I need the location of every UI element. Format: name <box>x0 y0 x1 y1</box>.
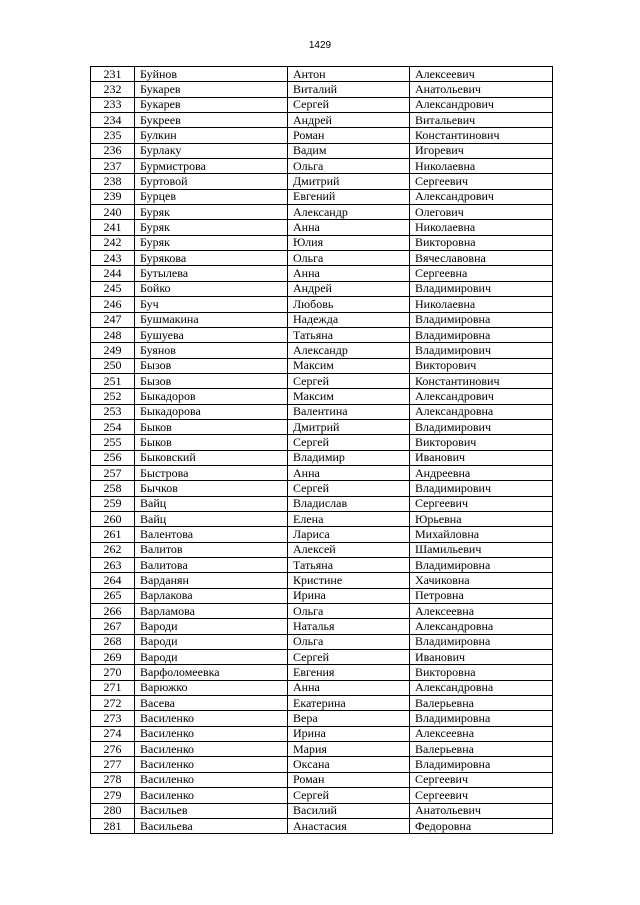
first-name-cell: Владимир <box>288 450 410 465</box>
table-row <box>91 281 553 296</box>
first-name-cell: Ольга <box>288 251 410 266</box>
table-row <box>91 220 553 235</box>
table-row <box>91 665 553 680</box>
patronymic-cell: Александровна <box>410 404 553 419</box>
first-name-cell: Владислав <box>288 496 410 511</box>
patronymic-cell: Викторович <box>410 358 553 373</box>
first-name-cell: Лариса <box>288 527 410 542</box>
table-row <box>91 496 553 511</box>
patronymic-cell: Михайловна <box>410 527 553 542</box>
last-name-cell: Валитова <box>135 558 288 573</box>
first-name-cell: Андрей <box>288 281 410 296</box>
first-name-cell: Максим <box>288 358 410 373</box>
patronymic-cell: Алексеевич <box>410 67 553 82</box>
first-name-cell: Александр <box>288 343 410 358</box>
table-row <box>91 511 553 526</box>
last-name-cell: Вайц <box>135 496 288 511</box>
row-number-cell: 272 <box>91 696 135 711</box>
table-row <box>91 358 553 373</box>
row-number-cell: 236 <box>91 143 135 158</box>
row-number-cell: 261 <box>91 527 135 542</box>
row-number-cell: 237 <box>91 159 135 174</box>
row-number-cell: 274 <box>91 726 135 741</box>
row-number-cell: 254 <box>91 419 135 434</box>
row-number-cell: 267 <box>91 619 135 634</box>
first-name-cell: Анна <box>288 220 410 235</box>
table-row <box>91 419 553 434</box>
last-name-cell: Бутылева <box>135 266 288 281</box>
patronymic-cell: Константинович <box>410 128 553 143</box>
patronymic-cell: Анатольевич <box>410 82 553 97</box>
row-number-cell: 239 <box>91 189 135 204</box>
table-row <box>91 803 553 818</box>
table-row <box>91 297 553 312</box>
patronymic-cell: Константинович <box>410 373 553 388</box>
first-name-cell: Ольга <box>288 159 410 174</box>
last-name-cell: Васильев <box>135 803 288 818</box>
row-number-cell: 243 <box>91 251 135 266</box>
table-row <box>91 97 553 112</box>
last-name-cell: Быков <box>135 435 288 450</box>
row-number-cell: 280 <box>91 803 135 818</box>
row-number-cell: 235 <box>91 128 135 143</box>
patronymic-cell: Иванович <box>410 650 553 665</box>
patronymic-cell: Алексеевна <box>410 604 553 619</box>
first-name-cell: Наталья <box>288 619 410 634</box>
first-name-cell: Евгений <box>288 189 410 204</box>
patronymic-cell: Вячеславовна <box>410 251 553 266</box>
table-row <box>91 573 553 588</box>
patronymic-cell: Викторовна <box>410 235 553 250</box>
table-row <box>91 67 553 82</box>
row-number-cell: 269 <box>91 650 135 665</box>
last-name-cell: Валентова <box>135 527 288 542</box>
last-name-cell: Василенко <box>135 742 288 757</box>
table-row <box>91 742 553 757</box>
patronymic-cell: Владимирович <box>410 481 553 496</box>
last-name-cell: Вароди <box>135 634 288 649</box>
last-name-cell: Бурякова <box>135 251 288 266</box>
first-name-cell: Андрей <box>288 113 410 128</box>
patronymic-cell: Владимирович <box>410 281 553 296</box>
row-number-cell: 245 <box>91 281 135 296</box>
first-name-cell: Надежда <box>288 312 410 327</box>
table-row <box>91 558 553 573</box>
table-row <box>91 343 553 358</box>
last-name-cell: Васильева <box>135 818 288 833</box>
patronymic-cell: Валерьевна <box>410 742 553 757</box>
row-number-cell: 248 <box>91 327 135 342</box>
first-name-cell: Оксана <box>288 757 410 772</box>
patronymic-cell: Юрьевна <box>410 511 553 526</box>
first-name-cell: Алексей <box>288 542 410 557</box>
first-name-cell: Сергей <box>288 373 410 388</box>
last-name-cell: Быкадоров <box>135 389 288 404</box>
names-table <box>90 66 553 834</box>
last-name-cell: Букреев <box>135 113 288 128</box>
table-row <box>91 251 553 266</box>
last-name-cell: Бызов <box>135 358 288 373</box>
table-row <box>91 634 553 649</box>
first-name-cell: Сергей <box>288 481 410 496</box>
last-name-cell: Быкадорова <box>135 404 288 419</box>
first-name-cell: Юлия <box>288 235 410 250</box>
table-row <box>91 818 553 833</box>
row-number-cell: 253 <box>91 404 135 419</box>
first-name-cell: Дмитрий <box>288 419 410 434</box>
first-name-cell: Валентина <box>288 404 410 419</box>
table-row <box>91 435 553 450</box>
first-name-cell: Александр <box>288 205 410 220</box>
table-row <box>91 312 553 327</box>
table-row <box>91 696 553 711</box>
patronymic-cell: Андреевна <box>410 465 553 480</box>
table-row <box>91 373 553 388</box>
patronymic-cell: Игоревич <box>410 143 553 158</box>
first-name-cell: Ольга <box>288 604 410 619</box>
table-row <box>91 619 553 634</box>
patronymic-cell: Викторович <box>410 435 553 450</box>
patronymic-cell: Владимировна <box>410 327 553 342</box>
page-number: 1429 <box>308 40 332 51</box>
patronymic-cell: Алексеевна <box>410 726 553 741</box>
last-name-cell: Василенко <box>135 788 288 803</box>
row-number-cell: 265 <box>91 588 135 603</box>
last-name-cell: Быстрова <box>135 465 288 480</box>
table-row <box>91 159 553 174</box>
first-name-cell: Анна <box>288 680 410 695</box>
first-name-cell: Сергей <box>288 788 410 803</box>
row-number-cell: 281 <box>91 818 135 833</box>
first-name-cell: Елена <box>288 511 410 526</box>
table-row <box>91 205 553 220</box>
patronymic-cell: Александрович <box>410 189 553 204</box>
last-name-cell: Василенко <box>135 757 288 772</box>
row-number-cell: 277 <box>91 757 135 772</box>
table-row <box>91 389 553 404</box>
first-name-cell: Ирина <box>288 726 410 741</box>
first-name-cell: Екатерина <box>288 696 410 711</box>
table-row <box>91 128 553 143</box>
patronymic-cell: Владимировна <box>410 634 553 649</box>
last-name-cell: Вароди <box>135 619 288 634</box>
table-row <box>91 189 553 204</box>
last-name-cell: Бызов <box>135 373 288 388</box>
last-name-cell: Вайц <box>135 511 288 526</box>
table-row <box>91 527 553 542</box>
patronymic-cell: Александровна <box>410 619 553 634</box>
table-row <box>91 174 553 189</box>
patronymic-cell: Анатольевич <box>410 803 553 818</box>
row-number-cell: 279 <box>91 788 135 803</box>
table-row <box>91 788 553 803</box>
last-name-cell: Василенко <box>135 711 288 726</box>
first-name-cell: Дмитрий <box>288 174 410 189</box>
row-number-cell: 256 <box>91 450 135 465</box>
first-name-cell: Евгения <box>288 665 410 680</box>
row-number-cell: 232 <box>91 82 135 97</box>
row-number-cell: 260 <box>91 511 135 526</box>
table-row <box>91 143 553 158</box>
patronymic-cell: Владимировна <box>410 711 553 726</box>
table-row <box>91 266 553 281</box>
last-name-cell: Валитов <box>135 542 288 557</box>
last-name-cell: Буртовой <box>135 174 288 189</box>
first-name-cell: Роман <box>288 128 410 143</box>
row-number-cell: 276 <box>91 742 135 757</box>
last-name-cell: Варюжко <box>135 680 288 695</box>
table-row <box>91 604 553 619</box>
last-name-cell: Бушмакина <box>135 312 288 327</box>
row-number-cell: 251 <box>91 373 135 388</box>
table-row <box>91 650 553 665</box>
table-row <box>91 82 553 97</box>
patronymic-cell: Викторовна <box>410 665 553 680</box>
patronymic-cell: Владимировна <box>410 757 553 772</box>
table-row <box>91 711 553 726</box>
row-number-cell: 264 <box>91 573 135 588</box>
patronymic-cell: Александрович <box>410 389 553 404</box>
patronymic-cell: Федоровна <box>410 818 553 833</box>
last-name-cell: Букарев <box>135 82 288 97</box>
last-name-cell: Буч <box>135 297 288 312</box>
first-name-cell: Ольга <box>288 634 410 649</box>
first-name-cell: Сергей <box>288 435 410 450</box>
last-name-cell: Булкин <box>135 128 288 143</box>
table-row <box>91 772 553 787</box>
row-number-cell: 244 <box>91 266 135 281</box>
patronymic-cell: Владимировна <box>410 558 553 573</box>
patronymic-cell: Владимирович <box>410 419 553 434</box>
patronymic-cell: Иванович <box>410 450 553 465</box>
row-number-cell: 273 <box>91 711 135 726</box>
first-name-cell: Сергей <box>288 97 410 112</box>
last-name-cell: Варлакова <box>135 588 288 603</box>
last-name-cell: Буянов <box>135 343 288 358</box>
last-name-cell: Бурмистрова <box>135 159 288 174</box>
patronymic-cell: Валерьевна <box>410 696 553 711</box>
last-name-cell: Бычков <box>135 481 288 496</box>
first-name-cell: Татьяна <box>288 558 410 573</box>
row-number-cell: 266 <box>91 604 135 619</box>
patronymic-cell: Александровна <box>410 680 553 695</box>
first-name-cell: Кристине <box>288 573 410 588</box>
last-name-cell: Бурцев <box>135 189 288 204</box>
patronymic-cell: Николаевна <box>410 297 553 312</box>
row-number-cell: 278 <box>91 772 135 787</box>
row-number-cell: 231 <box>91 67 135 82</box>
patronymic-cell: Витальевич <box>410 113 553 128</box>
patronymic-cell: Владимирович <box>410 343 553 358</box>
row-number-cell: 252 <box>91 389 135 404</box>
table-row <box>91 542 553 557</box>
patronymic-cell: Сергеевич <box>410 788 553 803</box>
last-name-cell: Бойко <box>135 281 288 296</box>
row-number-cell: 257 <box>91 465 135 480</box>
table-row <box>91 588 553 603</box>
patronymic-cell: Сергеевич <box>410 496 553 511</box>
first-name-cell: Любовь <box>288 297 410 312</box>
first-name-cell: Ирина <box>288 588 410 603</box>
row-number-cell: 242 <box>91 235 135 250</box>
table-row <box>91 404 553 419</box>
last-name-cell: Василенко <box>135 772 288 787</box>
table-row <box>91 235 553 250</box>
last-name-cell: Бурлаку <box>135 143 288 158</box>
last-name-cell: Быков <box>135 419 288 434</box>
patronymic-cell: Сергеевич <box>410 174 553 189</box>
row-number-cell: 258 <box>91 481 135 496</box>
row-number-cell: 268 <box>91 634 135 649</box>
row-number-cell: 234 <box>91 113 135 128</box>
first-name-cell: Василий <box>288 803 410 818</box>
last-name-cell: Буряк <box>135 205 288 220</box>
names-table-body <box>91 67 553 834</box>
patronymic-cell: Сергеевна <box>410 266 553 281</box>
last-name-cell: Быковский <box>135 450 288 465</box>
first-name-cell: Виталий <box>288 82 410 97</box>
table-row <box>91 113 553 128</box>
first-name-cell: Анастасия <box>288 818 410 833</box>
patronymic-cell: Олегович <box>410 205 553 220</box>
table-row <box>91 465 553 480</box>
row-number-cell: 271 <box>91 680 135 695</box>
row-number-cell: 247 <box>91 312 135 327</box>
first-name-cell: Сергей <box>288 650 410 665</box>
first-name-cell: Вера <box>288 711 410 726</box>
table-row <box>91 757 553 772</box>
last-name-cell: Василенко <box>135 726 288 741</box>
row-number-cell: 270 <box>91 665 135 680</box>
first-name-cell: Анна <box>288 465 410 480</box>
row-number-cell: 238 <box>91 174 135 189</box>
row-number-cell: 262 <box>91 542 135 557</box>
row-number-cell: 233 <box>91 97 135 112</box>
row-number-cell: 246 <box>91 297 135 312</box>
patronymic-cell: Владимировна <box>410 312 553 327</box>
row-number-cell: 250 <box>91 358 135 373</box>
last-name-cell: Варданян <box>135 573 288 588</box>
row-number-cell: 255 <box>91 435 135 450</box>
last-name-cell: Варламова <box>135 604 288 619</box>
row-number-cell: 259 <box>91 496 135 511</box>
last-name-cell: Васева <box>135 696 288 711</box>
last-name-cell: Буряк <box>135 235 288 250</box>
table-row <box>91 481 553 496</box>
last-name-cell: Буйнов <box>135 67 288 82</box>
first-name-cell: Максим <box>288 389 410 404</box>
table-row <box>91 726 553 741</box>
last-name-cell: Бушуева <box>135 327 288 342</box>
last-name-cell: Варфоломеевка <box>135 665 288 680</box>
last-name-cell: Буряк <box>135 220 288 235</box>
first-name-cell: Роман <box>288 772 410 787</box>
patronymic-cell: Александрович <box>410 97 553 112</box>
patronymic-cell: Николаевна <box>410 220 553 235</box>
last-name-cell: Вароди <box>135 650 288 665</box>
row-number-cell: 263 <box>91 558 135 573</box>
patronymic-cell: Шамильевич <box>410 542 553 557</box>
first-name-cell: Вадим <box>288 143 410 158</box>
table-row <box>91 680 553 695</box>
row-number-cell: 240 <box>91 205 135 220</box>
patronymic-cell: Николаевна <box>410 159 553 174</box>
first-name-cell: Антон <box>288 67 410 82</box>
first-name-cell: Мария <box>288 742 410 757</box>
patronymic-cell: Сергеевич <box>410 772 553 787</box>
row-number-cell: 249 <box>91 343 135 358</box>
table-row <box>91 327 553 342</box>
row-number-cell: 241 <box>91 220 135 235</box>
first-name-cell: Анна <box>288 266 410 281</box>
table-row <box>91 450 553 465</box>
last-name-cell: Букарев <box>135 97 288 112</box>
first-name-cell: Татьяна <box>288 327 410 342</box>
patronymic-cell: Петровна <box>410 588 553 603</box>
patronymic-cell: Хачиковна <box>410 573 553 588</box>
